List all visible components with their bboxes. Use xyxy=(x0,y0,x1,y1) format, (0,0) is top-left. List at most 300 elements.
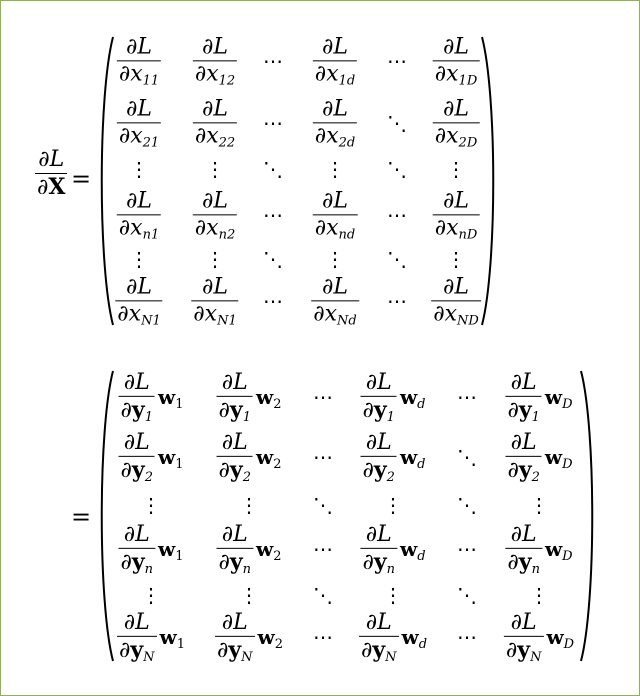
partial-symbol: ∂ xyxy=(194,123,207,149)
fraction xyxy=(504,609,544,666)
weight-vector: $w_2$ xyxy=(256,536,282,564)
denominator xyxy=(118,549,155,578)
ellipsis-glyph: ⋱ xyxy=(387,157,407,181)
ellipsis-glyph: ⋮ xyxy=(129,247,149,271)
fraction xyxy=(117,34,161,89)
ellipsis-glyph: ⋮ xyxy=(446,157,466,181)
partial-symbol: ∂ xyxy=(434,61,447,87)
numerator-text: ∂L xyxy=(125,96,152,122)
subscript: 12 xyxy=(218,73,236,89)
partial-symbol: ∂ xyxy=(218,458,230,484)
numerator-text: ∂L xyxy=(321,188,348,214)
ellipsis-glyph: ⋯ xyxy=(387,203,407,227)
partial-symbol: ∂ xyxy=(505,638,518,664)
matrix-cell xyxy=(313,96,357,151)
matrix-cell xyxy=(193,34,237,89)
fraction xyxy=(215,609,255,666)
denominator xyxy=(193,61,237,89)
matrix-cell xyxy=(313,34,357,89)
denominator xyxy=(433,123,480,151)
matrix-cell xyxy=(457,495,477,515)
matrix-cell xyxy=(141,495,161,515)
partial-symbol: ∂ xyxy=(314,215,327,241)
numerator-text: ∂L xyxy=(221,369,248,395)
ellipsis-glyph: ⋱ xyxy=(387,111,407,135)
numerator-text: ∂L xyxy=(126,274,152,300)
matrix-cell xyxy=(129,249,149,269)
ellipsis-glyph: ⋱ xyxy=(387,247,407,271)
matrix-cell xyxy=(383,495,403,515)
weight-vector: $w_2$ xyxy=(255,444,282,472)
matrix-cell xyxy=(529,585,549,605)
ellipsis-glyph: ⋯ xyxy=(313,445,333,469)
numerator-text: ∂L xyxy=(123,369,150,395)
subscript: n xyxy=(531,562,540,578)
weight-subscript: 1 xyxy=(176,636,186,652)
numerator xyxy=(441,36,471,60)
numerator-text: ∂L xyxy=(202,188,228,214)
matrix-cell xyxy=(387,205,407,225)
ellipsis-glyph: ⋯ xyxy=(457,537,477,561)
numerator xyxy=(320,98,350,122)
variable: y xyxy=(131,457,145,484)
ellipsis-glyph: ⋯ xyxy=(313,385,333,409)
variable: x xyxy=(326,215,339,241)
subscript: 2D xyxy=(458,135,478,151)
subscript: 1 xyxy=(242,410,251,426)
weight-subscript: D xyxy=(562,548,573,564)
numerator xyxy=(122,429,152,456)
partial-symbol: ∂ xyxy=(118,123,131,149)
ellipsis-glyph: ⋮ xyxy=(529,583,549,607)
ellipsis-glyph: ⋮ xyxy=(325,247,345,271)
fraction xyxy=(119,369,155,426)
denominator xyxy=(433,215,480,243)
numerator-text: ∂L xyxy=(126,188,152,214)
weight-subscript: d xyxy=(417,548,426,564)
fraction xyxy=(313,188,358,243)
denominator xyxy=(119,457,155,486)
fraction xyxy=(431,274,481,329)
fraction xyxy=(505,429,541,486)
ellipsis-glyph: ⋯ xyxy=(263,289,283,313)
partial-symbol: ∂ xyxy=(118,215,131,241)
matrix-cell xyxy=(313,585,333,605)
variable: y xyxy=(373,397,387,424)
matrix-cell xyxy=(263,291,283,311)
ellipsis-glyph: ⋮ xyxy=(529,493,549,517)
denominator xyxy=(117,215,161,243)
numerator-text: ∂L xyxy=(125,34,152,60)
ellipsis-glyph: ⋮ xyxy=(383,583,403,607)
matrix-cell xyxy=(205,249,225,269)
numerator xyxy=(441,276,471,300)
numerator-text: ∂L xyxy=(510,369,537,395)
matrix-cell xyxy=(325,159,345,179)
matrix-cell xyxy=(117,96,161,151)
matrix-cell xyxy=(263,51,283,71)
variable: y xyxy=(229,549,243,576)
variable: x xyxy=(444,301,457,327)
matrix-cell xyxy=(216,521,282,578)
variable: x xyxy=(130,123,143,149)
numerator-text: ∂L xyxy=(201,96,228,122)
matrix-cell xyxy=(529,495,549,515)
matrix-cell xyxy=(387,51,407,71)
ellipsis-glyph: ⋮ xyxy=(205,247,225,271)
matrix-cell xyxy=(119,369,184,426)
fraction xyxy=(117,609,157,666)
subscript: 2d xyxy=(338,135,356,151)
numerator xyxy=(124,36,154,60)
numerator xyxy=(220,521,250,548)
subscript: 1 xyxy=(531,410,540,426)
variable: x xyxy=(326,123,339,149)
ellipsis-glyph: ⋯ xyxy=(457,385,477,409)
denominator xyxy=(359,637,399,666)
matrix-cell xyxy=(325,249,345,269)
numerator xyxy=(364,369,394,396)
fraction xyxy=(360,369,396,426)
partial-symbol: ∂ xyxy=(118,61,131,87)
variable: y xyxy=(518,457,532,484)
subscript: n2 xyxy=(218,227,236,243)
weight-subscript: 2 xyxy=(273,396,282,412)
fraction xyxy=(217,429,253,486)
numerator-text: ∂L xyxy=(123,429,150,455)
partial-symbol: ∂ xyxy=(218,550,230,576)
subscript: 11 xyxy=(142,73,160,89)
denominator xyxy=(313,123,357,151)
numerator-text: ∂L xyxy=(365,609,392,635)
variable: y xyxy=(373,457,387,484)
numerator xyxy=(124,98,154,122)
matrix-cell xyxy=(383,585,403,605)
numerator xyxy=(441,98,471,122)
numerator xyxy=(122,521,152,548)
weight-vector: $w_2$ xyxy=(257,624,284,652)
fraction xyxy=(119,429,155,486)
partial-symbol: ∂ xyxy=(314,123,327,149)
numerator xyxy=(200,190,230,214)
ellipsis-glyph: ⋯ xyxy=(457,625,477,649)
fraction xyxy=(118,521,155,578)
partial-symbol: ∂ xyxy=(362,458,374,484)
ellipsis-glyph: ⋯ xyxy=(263,111,283,135)
numerator-text: ∂L xyxy=(365,369,392,395)
partial-symbol: ∂ xyxy=(360,638,373,664)
fraction xyxy=(117,188,161,243)
fraction xyxy=(311,274,359,329)
weight-subscript: 2 xyxy=(274,636,284,652)
partial-symbol: ∂ xyxy=(117,301,129,327)
fraction xyxy=(433,188,480,243)
ellipsis-glyph: ⋱ xyxy=(457,583,477,607)
fraction xyxy=(360,429,396,486)
ellipsis-glyph: ⋮ xyxy=(239,583,259,607)
matrix-cell xyxy=(118,521,184,578)
variable: x xyxy=(446,61,459,87)
ellipsis-glyph: ⋱ xyxy=(263,247,283,271)
weight-vector: $w_1$ xyxy=(158,536,184,564)
matrix-cell xyxy=(117,609,186,666)
denominator xyxy=(193,123,237,151)
weight-subscript: 1 xyxy=(175,396,184,412)
matrix-cell xyxy=(433,96,480,151)
weight-vector: $w_1$ xyxy=(159,624,186,652)
ellipsis-glyph: ⋱ xyxy=(313,493,333,517)
matrix-cell xyxy=(115,274,162,329)
numerator xyxy=(364,429,394,456)
partial-symbol: ∂ xyxy=(118,638,131,664)
weight-subscript: 1 xyxy=(175,548,184,564)
matrix-cell xyxy=(313,447,333,467)
subscript: n1 xyxy=(142,227,160,243)
subscript: n xyxy=(242,562,252,578)
variable: y xyxy=(372,637,386,664)
variable: x xyxy=(206,123,219,149)
numerator-text: ∂L xyxy=(443,274,469,300)
fraction xyxy=(193,34,237,89)
denominator xyxy=(433,61,480,89)
subscript: 1D xyxy=(458,73,478,89)
partial-symbol: ∂ xyxy=(362,398,374,424)
matrix-cell xyxy=(433,188,480,243)
matrix-cell xyxy=(457,539,477,559)
denominator xyxy=(215,637,255,666)
matrix-cell xyxy=(119,429,184,486)
equals-sign-1: = xyxy=(71,165,92,193)
partial-symbol: ∂ xyxy=(507,550,519,576)
numerator-text: ∂L xyxy=(322,34,348,60)
fraction xyxy=(505,369,541,426)
ellipsis-glyph: ⋯ xyxy=(387,289,407,313)
ellipsis-glyph: ⋯ xyxy=(263,49,283,73)
matrix-cell xyxy=(217,369,282,426)
partial-symbol: ∂ xyxy=(194,61,207,87)
fraction xyxy=(313,34,357,89)
matrix-cell xyxy=(141,585,161,605)
partial-symbol: ∂ xyxy=(218,398,230,424)
matrix-cell xyxy=(205,159,225,179)
weight-vector: $w_1$ xyxy=(157,444,184,472)
matrix-cell xyxy=(193,188,237,243)
subscript: n xyxy=(386,562,396,578)
variable: y xyxy=(373,549,387,576)
subscript: N xyxy=(241,650,253,666)
variable: x xyxy=(206,61,219,87)
matrix-cell xyxy=(387,113,407,133)
ellipsis-glyph: ⋯ xyxy=(387,49,407,73)
weight-subscript: D xyxy=(562,456,573,472)
matrix-cell xyxy=(387,249,407,269)
weight-subscript: 2 xyxy=(273,548,282,564)
denominator xyxy=(117,123,161,151)
numerator xyxy=(509,369,539,396)
matrix-cell xyxy=(263,249,283,269)
numerator xyxy=(200,98,230,122)
subscript: 1 xyxy=(144,410,153,426)
matrix-cell xyxy=(313,387,333,407)
weight-vector: $w_d$ xyxy=(400,536,426,564)
fraction xyxy=(191,274,238,329)
subscript: 2 xyxy=(386,470,395,486)
fraction xyxy=(117,96,161,151)
fraction xyxy=(505,521,542,578)
denominator xyxy=(191,301,238,329)
denominator xyxy=(217,457,253,486)
matrix-cell xyxy=(457,387,477,407)
lhs-denominator: ∂X xyxy=(37,174,66,201)
weight-subscript: d xyxy=(417,456,426,472)
variable: x xyxy=(130,61,143,87)
matrix-cell xyxy=(360,369,426,426)
numerator-text: ∂L xyxy=(365,429,392,455)
numerator xyxy=(320,190,350,214)
numerator xyxy=(320,276,350,300)
subscript: nd xyxy=(338,227,356,243)
matrix-cell xyxy=(217,429,282,486)
numerator xyxy=(220,609,250,636)
partial-symbol: ∂ xyxy=(120,550,132,576)
lhs-numerator: ∂L xyxy=(38,147,65,172)
subscript: N xyxy=(385,650,397,666)
weight-vector: $w_d$ xyxy=(399,384,426,412)
weight-subscript: D xyxy=(563,636,575,652)
denominator xyxy=(505,549,542,578)
ellipsis-glyph: ⋮ xyxy=(383,493,403,517)
partial-symbol: ∂ xyxy=(194,215,207,241)
subscript: 1 xyxy=(386,410,395,426)
subscript: ND xyxy=(457,313,479,329)
numerator xyxy=(220,369,250,396)
weight-subscript: 2 xyxy=(273,456,282,472)
partial-symbol: ∂ xyxy=(434,215,447,241)
matrix-x-partials xyxy=(1,29,640,329)
matrix-cell xyxy=(505,429,573,486)
numerator-text: ∂L xyxy=(322,96,348,122)
ellipsis-glyph: ⋱ xyxy=(457,445,477,469)
ellipsis-glyph: ⋱ xyxy=(263,157,283,181)
numerator xyxy=(200,36,230,60)
variable: x xyxy=(130,215,143,241)
matrix-cell xyxy=(313,188,358,243)
numerator xyxy=(122,369,152,396)
partial-symbol: ∂ xyxy=(216,638,229,664)
numerator-text: ∂L xyxy=(510,429,537,455)
subscript: 2 xyxy=(144,470,153,486)
denominator xyxy=(216,549,253,578)
subscript: 1d xyxy=(338,73,356,89)
ellipsis-glyph: ⋮ xyxy=(205,157,225,181)
fraction xyxy=(216,521,253,578)
matrix-cell xyxy=(433,34,480,89)
subscript: N xyxy=(143,650,155,666)
subscript: 21 xyxy=(142,135,160,151)
matrix-cell xyxy=(431,274,481,329)
denominator xyxy=(313,215,358,243)
numerator xyxy=(364,609,394,636)
matrix-cell xyxy=(193,96,237,151)
denominator xyxy=(505,397,541,426)
variable: y xyxy=(131,397,145,424)
weight-subscript: d xyxy=(417,396,426,412)
matrix-cell xyxy=(263,205,283,225)
partial-symbol: ∂ xyxy=(120,398,132,424)
fraction xyxy=(193,96,237,151)
denominator xyxy=(119,397,155,426)
variable: y xyxy=(518,397,532,424)
variable: y xyxy=(130,637,144,664)
ellipsis-glyph: ⋮ xyxy=(141,583,161,607)
subscript: N1 xyxy=(217,313,237,329)
variable: y xyxy=(131,549,145,576)
numerator xyxy=(124,276,154,300)
numerator xyxy=(441,190,471,214)
weight-vector: $w_D$ xyxy=(544,444,573,472)
numerator-text: ∂L xyxy=(123,521,150,547)
weight-vector: $w_D$ xyxy=(546,624,575,652)
matrix-y-w-products xyxy=(1,361,640,671)
denominator xyxy=(311,301,359,329)
variable: x xyxy=(324,301,338,327)
numerator xyxy=(200,276,230,300)
variable: y xyxy=(517,637,531,664)
partial-symbol: ∂ xyxy=(193,301,205,327)
fraction xyxy=(433,96,480,151)
fraction xyxy=(313,96,357,151)
weight-subscript: D xyxy=(562,396,573,412)
numerator-text: ∂L xyxy=(442,96,469,122)
fraction xyxy=(360,521,397,578)
denominator xyxy=(117,637,157,666)
matrix-cell xyxy=(505,369,573,426)
matrix-cell xyxy=(263,113,283,133)
partial-symbol: ∂ xyxy=(313,301,325,327)
variable: x xyxy=(204,301,218,327)
matrix-cell xyxy=(387,291,407,311)
denominator xyxy=(505,457,541,486)
numerator-text: ∂L xyxy=(123,609,150,635)
denominator xyxy=(504,637,544,666)
matrix-cell xyxy=(313,627,333,647)
subscript: 2 xyxy=(531,470,540,486)
weight-subscript: d xyxy=(418,636,428,652)
denominator xyxy=(360,457,396,486)
matrix-cell xyxy=(446,249,466,269)
matrix-cell xyxy=(215,609,284,666)
denominator xyxy=(360,397,396,426)
equals-sign-2: = xyxy=(71,503,92,531)
numerator-text: ∂L xyxy=(321,274,348,300)
numerator-text: ∂L xyxy=(221,609,248,635)
ellipsis-glyph: ⋮ xyxy=(325,157,345,181)
matrix-cell xyxy=(457,585,477,605)
subscript: N xyxy=(530,650,542,666)
matrix-cell xyxy=(263,159,283,179)
numerator-text: ∂L xyxy=(442,34,469,60)
matrix-cell xyxy=(504,609,575,666)
matrix-cell xyxy=(359,609,428,666)
variable: y xyxy=(229,397,243,424)
equation-gradient-y-w xyxy=(1,361,639,671)
ellipsis-glyph: ⋯ xyxy=(263,203,283,227)
matrix-cell xyxy=(360,429,426,486)
variable: x xyxy=(446,215,459,241)
weight-vector: $w_d$ xyxy=(399,444,426,472)
fraction xyxy=(433,34,480,89)
matrix-cell xyxy=(311,274,359,329)
